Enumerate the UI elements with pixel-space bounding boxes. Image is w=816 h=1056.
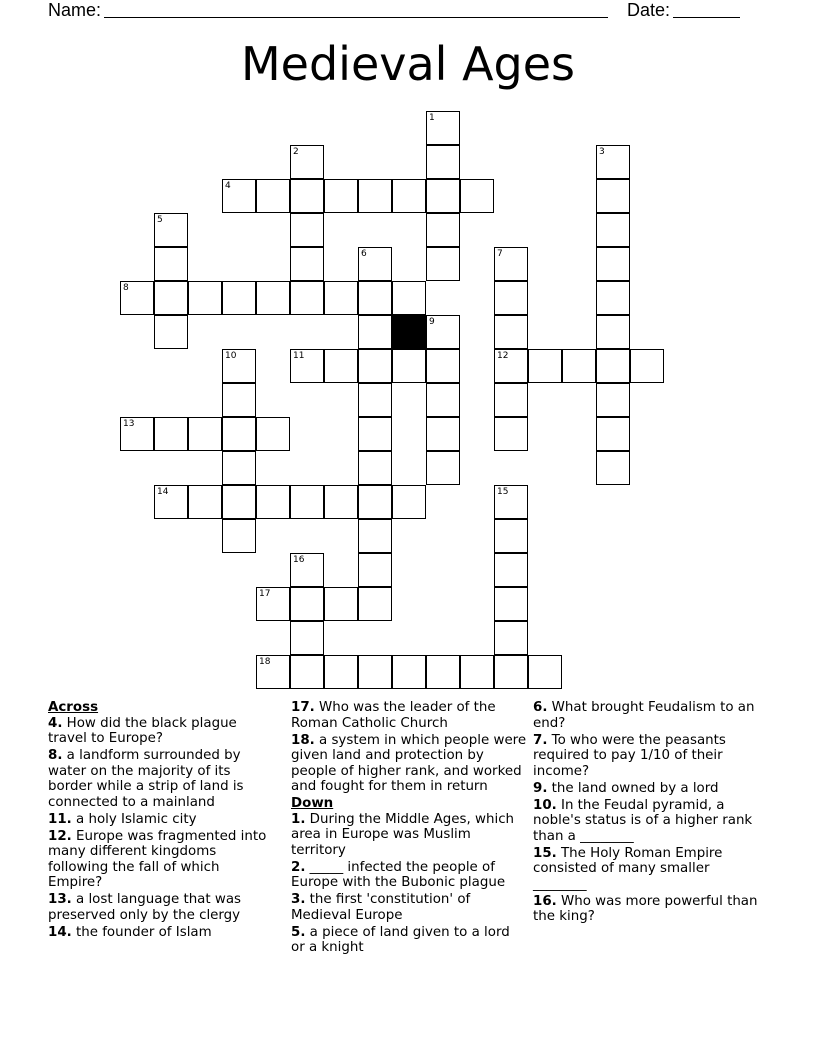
clue-text: _____ infected the people of Europe with the Bubonic plague	[291, 859, 506, 890]
clue-text: In the Feudal pyramid, a noble's status is of a higher rank than a ________	[533, 797, 753, 844]
clue-number: 2.	[291, 859, 306, 875]
grid-cell[interactable]	[596, 281, 630, 315]
grid-cell[interactable]	[358, 519, 392, 553]
grid-cell[interactable]	[426, 451, 460, 485]
grid-cell[interactable]	[154, 417, 188, 451]
grid-cell[interactable]	[426, 247, 460, 281]
clue-text: the land owned by a lord	[547, 780, 719, 796]
clue-number-label: 2	[293, 147, 299, 157]
grid-cell[interactable]	[358, 485, 392, 519]
clue-number: 15.	[533, 845, 557, 861]
down-clue-list	[291, 812, 527, 956]
clue-number-label: 9	[429, 317, 435, 327]
grid-cell[interactable]	[154, 315, 188, 349]
grid-cell[interactable]	[596, 179, 630, 213]
grid-cell[interactable]	[494, 553, 528, 587]
grid-cell[interactable]	[222, 281, 256, 315]
grid-cell[interactable]	[392, 349, 426, 383]
clue-number-label: 1	[429, 113, 435, 123]
clue-number-label: 11	[293, 351, 305, 361]
grid-cell[interactable]	[324, 281, 358, 315]
clue-number-label: 7	[497, 249, 503, 259]
clue-number-label: 16	[293, 555, 305, 565]
clue-item	[48, 716, 276, 747]
clue-text: Who was the leader of the Roman Catholic Church	[291, 700, 496, 731]
grid-cell[interactable]	[222, 417, 256, 451]
grid-cell[interactable]	[290, 281, 324, 315]
grid-cell[interactable]	[392, 281, 426, 315]
grid-cell[interactable]	[256, 485, 290, 519]
clue-item	[533, 781, 767, 797]
clue-number: 18.	[291, 732, 315, 748]
grid-cell[interactable]	[630, 349, 664, 383]
grid-cell[interactable]	[596, 247, 630, 281]
across-clue-list-continued	[291, 700, 527, 795]
clue-number: 10.	[533, 797, 557, 813]
date-label: Date:	[627, 0, 671, 20]
clue-text: Europe was fragmented into many different kingdoms following the fall of which Empire?	[48, 828, 267, 890]
grid-cell[interactable]	[154, 247, 188, 281]
clue-number: 13.	[48, 892, 72, 907]
grid-cell[interactable]	[358, 349, 392, 383]
grid-cell[interactable]	[188, 281, 222, 315]
grid-cell[interactable]	[494, 587, 528, 621]
clue-item	[291, 860, 527, 891]
across-clue-list	[48, 716, 276, 941]
clue-number: 14.	[48, 924, 72, 940]
grid-cell[interactable]	[358, 281, 392, 315]
name-label: Name:	[48, 0, 102, 20]
grid-cell[interactable]	[290, 621, 324, 655]
clue-text: a piece of land given to a lord or a knight	[291, 924, 510, 955]
clue-number-label: 4	[225, 181, 231, 191]
grid-cell[interactable]	[596, 383, 630, 417]
clue-number-label: 5	[157, 215, 163, 225]
clue-number-label: 15	[497, 487, 509, 497]
grid-cell[interactable]	[494, 281, 528, 315]
down-clue-list-continued	[533, 700, 767, 925]
clue-item	[291, 892, 527, 923]
clue-text: the founder of Islam	[71, 924, 212, 940]
clue-item	[291, 812, 527, 859]
clue-item	[48, 829, 276, 891]
grid-cell[interactable]	[494, 315, 528, 349]
grid-cell[interactable]	[358, 553, 392, 587]
grid-cell[interactable]	[426, 417, 460, 451]
clue-text: a lost language that was preserved only by the clergy	[48, 892, 242, 923]
clue-number-label: 10	[225, 351, 237, 361]
clue-number: 12.	[48, 828, 72, 844]
down-heading: Down	[291, 796, 334, 811]
grid-cell[interactable]	[392, 179, 426, 213]
grid-cell[interactable]	[358, 179, 392, 213]
grid-cell[interactable]	[222, 451, 256, 485]
clue-text: a system in which people were given land and protection by people of higher rank, and worked and fought for them in return	[291, 732, 527, 794]
grid-cell[interactable]	[256, 281, 290, 315]
clue-number-label: 13	[123, 419, 135, 429]
clue-number-label: 3	[599, 147, 605, 157]
grid-cell[interactable]	[426, 349, 460, 383]
clue-number: 4.	[48, 715, 63, 731]
grid-cell[interactable]	[460, 655, 494, 689]
clue-number: 9.	[533, 780, 548, 796]
clues-column-3	[533, 700, 767, 926]
grid-cell[interactable]	[494, 519, 528, 553]
clue-item	[48, 748, 276, 810]
grid-cell[interactable]	[290, 247, 324, 281]
grid-cell[interactable]	[358, 315, 392, 349]
clue-number-label: 6	[361, 249, 367, 259]
grid-cell[interactable]	[358, 451, 392, 485]
grid-cell[interactable]	[426, 383, 460, 417]
clue-item	[533, 733, 767, 780]
grid-cell[interactable]	[222, 485, 256, 519]
blocked-cell	[392, 315, 426, 349]
grid-cell[interactable]	[188, 417, 222, 451]
grid-cell[interactable]	[222, 519, 256, 553]
clue-text: To who were the peasants required to pay 1/10 of their income?	[533, 732, 726, 779]
clue-item	[291, 925, 527, 956]
grid-cell[interactable]	[290, 213, 324, 247]
clue-text: the first 'constitution' of Medieval Europe	[291, 892, 471, 923]
clue-text: a landform surrounded by water on the majority of its border while a strip of land is connected to a mainland	[48, 748, 244, 810]
clue-item	[533, 894, 767, 925]
grid-cell[interactable]	[290, 655, 324, 689]
clue-text: The Holy Roman Empire consisted of many smaller ________	[533, 845, 723, 892]
clue-text: a holy Islamic city	[71, 811, 197, 827]
grid-cell[interactable]	[494, 621, 528, 655]
clue-number: 16.	[533, 893, 557, 909]
grid-cell[interactable]	[596, 417, 630, 451]
clue-number-label: 12	[497, 351, 509, 361]
clue-text: What brought Feudalism to an end?	[533, 700, 755, 731]
grid-cell[interactable]	[358, 417, 392, 451]
grid-cell[interactable]	[392, 485, 426, 519]
grid-cell[interactable]	[596, 315, 630, 349]
clue-number: 11.	[48, 811, 72, 827]
grid-cell[interactable]	[596, 451, 630, 485]
grid-cell[interactable]	[494, 655, 528, 689]
grid-cell[interactable]	[528, 655, 562, 689]
clue-number-label: 17	[259, 589, 271, 599]
grid-cell[interactable]	[290, 587, 324, 621]
clue-item	[533, 798, 767, 845]
clue-text: How did the black plague travel to Europe?	[48, 715, 237, 746]
grid-cell[interactable]	[188, 485, 222, 519]
clue-text: During the Middle Ages, which area in Europe was Muslim territory	[291, 811, 515, 858]
clue-text: Who was more powerful than the king?	[533, 893, 758, 924]
grid-cell[interactable]	[494, 383, 528, 417]
grid-cell[interactable]	[358, 587, 392, 621]
grid-cell[interactable]	[290, 179, 324, 213]
grid-cell[interactable]	[596, 349, 630, 383]
grid-cell[interactable]	[324, 485, 358, 519]
clue-number: 5.	[291, 924, 306, 940]
grid-cell[interactable]	[290, 485, 324, 519]
clue-number: 3.	[291, 892, 306, 907]
grid-cell[interactable]	[426, 179, 460, 213]
clue-number: 8.	[48, 748, 63, 763]
clue-item	[291, 733, 527, 795]
clue-item	[48, 812, 276, 828]
clue-item	[48, 892, 276, 923]
clue-number: 7.	[533, 732, 548, 748]
clues-column-1	[48, 700, 276, 942]
grid-cell[interactable]	[460, 179, 494, 213]
grid-cell[interactable]	[392, 655, 426, 689]
grid-cell[interactable]	[562, 349, 596, 383]
clue-number: 1.	[291, 811, 306, 827]
grid-cell[interactable]	[426, 655, 460, 689]
grid-cell[interactable]	[596, 213, 630, 247]
clue-number-label: 8	[123, 283, 129, 293]
clues-column-2	[291, 700, 527, 957]
grid-cell[interactable]	[324, 655, 358, 689]
grid-cell[interactable]	[324, 349, 358, 383]
grid-cell[interactable]	[324, 587, 358, 621]
grid-cell[interactable]	[426, 213, 460, 247]
grid-cell[interactable]	[494, 417, 528, 451]
grid-cell[interactable]	[256, 179, 290, 213]
grid-cell[interactable]	[324, 179, 358, 213]
across-heading: Across	[48, 700, 99, 715]
grid-cell[interactable]	[528, 349, 562, 383]
grid-cell[interactable]	[256, 417, 290, 451]
clue-number-label: 14	[157, 487, 169, 497]
clue-item	[48, 925, 276, 941]
grid-cell[interactable]	[426, 145, 460, 179]
clue-item	[533, 700, 767, 731]
clue-number: 17.	[291, 700, 315, 715]
grid-cell[interactable]	[222, 383, 256, 417]
grid-cell[interactable]	[358, 383, 392, 417]
clue-number: 6.	[533, 700, 548, 715]
clue-item	[533, 846, 767, 893]
grid-cell[interactable]	[358, 655, 392, 689]
page-title: Medieval Ages	[240, 37, 576, 91]
grid-cell[interactable]	[154, 281, 188, 315]
clue-item	[291, 700, 527, 731]
clue-number-label: 18	[259, 657, 271, 667]
